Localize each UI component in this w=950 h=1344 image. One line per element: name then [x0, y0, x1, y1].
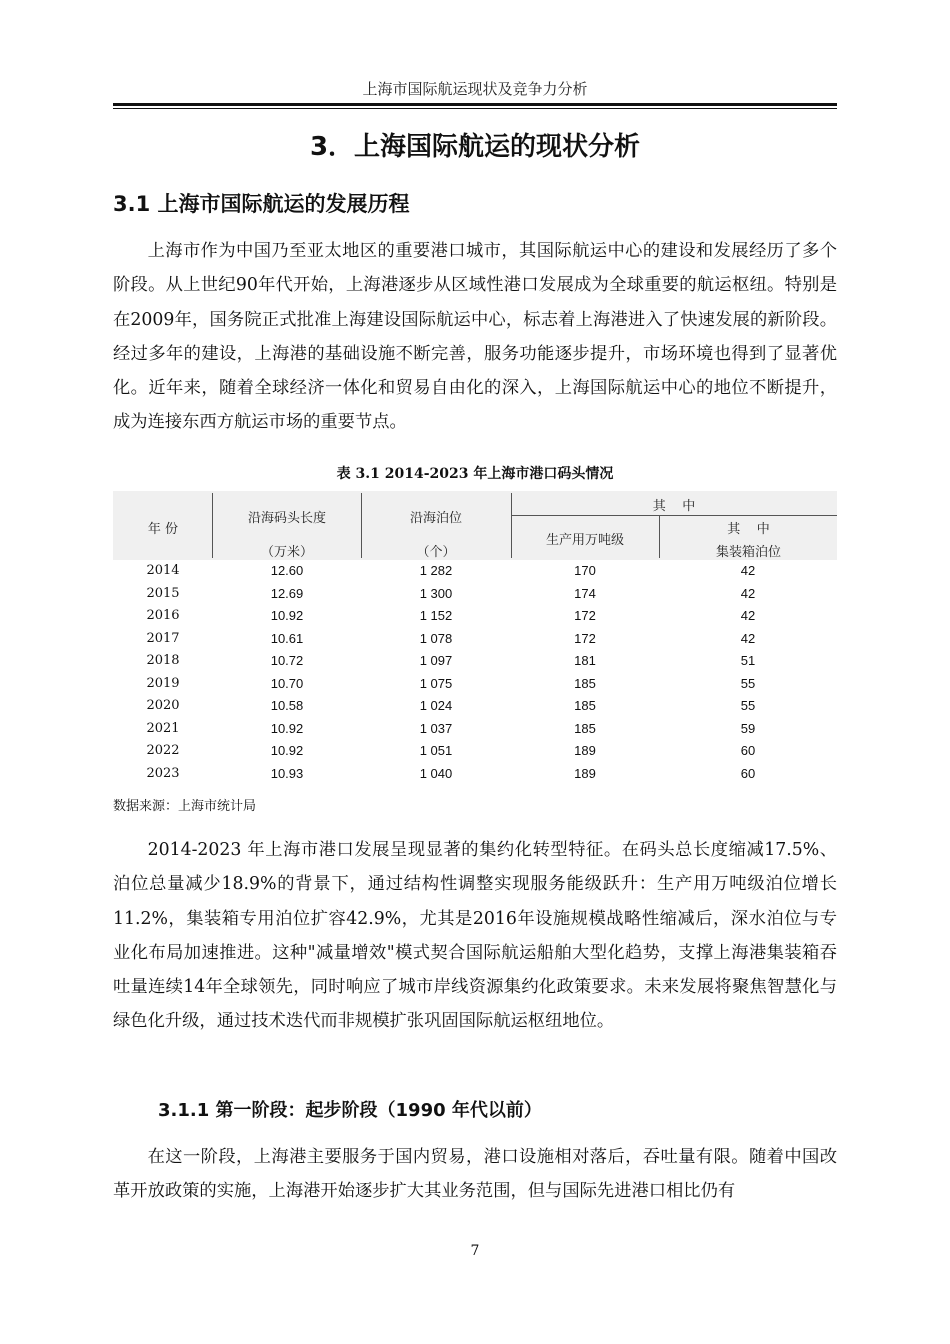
paragraph-2: 2014-2023 年上海市港口发展呈现显著的集约化转型特征。在码头总长度缩减17.5%、泊位总量减少18.9%的背景下，通过结构性调整实现服务能级跃升：生产用万吨级泊位增长11.2%，集装箱专用泊位扩容42.9%，尤其是2016年设施规模战略性缩减后，深水泊位与专业化布局加速推进。这种"减量增效"模式契合国际航运船舶大型化趋势，支撑上海港集装箱吞吐量连续14年全球领先，同时响应了城市岸线资源集约化政策要求。未来发展将聚焦智慧化与绿色化升级，通过技术迭代而非规模扩张巩固国际航运枢纽地位。 — [113, 840, 837, 1032]
cell-berths: 1 075 — [419, 675, 453, 691]
cell-berths: 1 024 — [419, 698, 453, 713]
header-length-unit: （万米） — [260, 545, 313, 560]
cell-container: 60 — [740, 765, 756, 781]
table-row — [113, 673, 837, 696]
cell-container: 42 — [740, 563, 756, 578]
cell-length: 10.70 — [270, 675, 304, 691]
header-of-which: 其 中 — [652, 499, 696, 514]
cell-container: 59 — [740, 720, 756, 736]
cell-production: 170 — [574, 563, 596, 578]
cell-production: 189 — [574, 743, 596, 758]
cell-container: 42 — [740, 608, 756, 623]
cell-year: 2017 — [146, 630, 180, 646]
header-production: 生产用万吨级 — [545, 533, 624, 548]
cell-year: 2018 — [146, 653, 180, 668]
cell-year: 2023 — [146, 765, 180, 781]
cell-length: 10.93 — [270, 765, 304, 781]
cell-container: 60 — [740, 743, 756, 758]
cell-length: 10.61 — [270, 630, 304, 646]
cell-berths: 1 051 — [419, 743, 453, 758]
cell-length: 10.58 — [270, 698, 304, 713]
table-row — [113, 605, 837, 628]
table-caption: 表 3.1 2014-2023 年上海市港口码头情况 — [336, 466, 614, 482]
cell-length: 10.92 — [270, 608, 304, 623]
cell-length: 10.72 — [270, 653, 304, 668]
cell-production: 185 — [574, 698, 596, 713]
cell-length: 10.92 — [270, 743, 304, 758]
cell-length: 10.92 — [270, 720, 304, 736]
cell-berths: 1 040 — [419, 765, 453, 781]
header-berths-unit: （个） — [416, 545, 456, 560]
cell-container: 55 — [740, 698, 756, 713]
cell-berths: 1 152 — [419, 608, 453, 623]
cell-production: 174 — [574, 585, 596, 601]
cell-container: 42 — [740, 585, 756, 601]
cell-berths: 1 097 — [419, 653, 453, 668]
cell-container: 51 — [740, 653, 756, 668]
running-header: 上海市国际航运现状及竞争力分析 — [362, 80, 588, 98]
cell-year: 2015 — [146, 585, 180, 601]
cell-year: 2019 — [146, 675, 180, 691]
cell-container: 55 — [740, 675, 756, 691]
cell-production: 172 — [574, 630, 596, 646]
table-row — [113, 650, 837, 673]
cell-year: 2016 — [146, 608, 180, 623]
cell-length: 12.69 — [270, 585, 304, 601]
cell-production: 172 — [574, 608, 596, 623]
cell-year: 2014 — [146, 563, 180, 578]
page-number: 7 — [470, 1243, 480, 1259]
header-rule-thick — [113, 103, 837, 106]
table-row — [113, 628, 837, 651]
cell-berths: 1 037 — [419, 720, 453, 736]
header-berths: 沿海泊位 — [409, 511, 462, 526]
table-row — [113, 583, 837, 606]
section-title: 3.1 上海市国际航运的发展历程 — [113, 192, 410, 216]
table-row — [113, 695, 837, 718]
cell-length: 12.60 — [270, 563, 304, 578]
header-of-which-2: 其 中 — [727, 522, 770, 537]
cell-year: 2020 — [146, 698, 180, 713]
header-year: 年 份 — [147, 522, 179, 537]
cell-production: 189 — [574, 765, 596, 781]
subsection-title: 3.1.1 第一阶段：起步阶段（1990 年代以前） — [158, 1100, 542, 1121]
cell-year: 2021 — [146, 720, 180, 736]
paragraph-3: 在这一阶段，上海港主要服务于国内贸易，港口设施相对落后，吞吐量有限。随着中国改革开放政策的实施，上海港开始逐步扩大其业务范围，但与国际先进港口相比仍有 — [113, 1147, 837, 1202]
paragraph-1: 上海市作为中国乃至亚太地区的重要港口城市，其国际航运中心的建设和发展经历了多个阶段。从上世纪90年代开始，上海港逐步从区域性港口发展成为全球重要的航运枢纽。特别是在2009年，国务院正式批准上海建设国际航运中心，标志着上海港进入了快速发展的新阶段。经过多年的建设，上海港的基础设施不断完善，服务功能逐步提升，市场环境也得到了显著优化。近年来，随着全球经济一体化和贸易自由化的深入，上海国际航运中心的地位不断提升，成为连接东西方航运市场的重要节点。 — [113, 241, 837, 433]
table-row — [113, 763, 837, 786]
cell-container: 42 — [740, 630, 756, 646]
cell-berths: 1 300 — [419, 585, 453, 601]
cell-year: 2022 — [146, 743, 180, 758]
cell-berths: 1 078 — [419, 630, 453, 646]
header-subrule — [511, 515, 837, 516]
table-row — [113, 740, 837, 763]
chapter-title: 3．上海国际航运的现状分析 — [309, 132, 641, 162]
cell-production: 185 — [574, 675, 596, 691]
cell-production: 185 — [574, 720, 596, 736]
header-container: 集装箱泊位 — [715, 545, 781, 560]
table-row — [113, 718, 837, 741]
header-rule-thin — [113, 108, 837, 109]
cell-berths: 1 282 — [419, 563, 453, 578]
header-length: 沿海码头长度 — [247, 511, 326, 526]
table-source: 数据来源：上海市统计局 — [113, 799, 257, 814]
table-row — [113, 560, 837, 583]
cell-production: 181 — [574, 653, 596, 668]
